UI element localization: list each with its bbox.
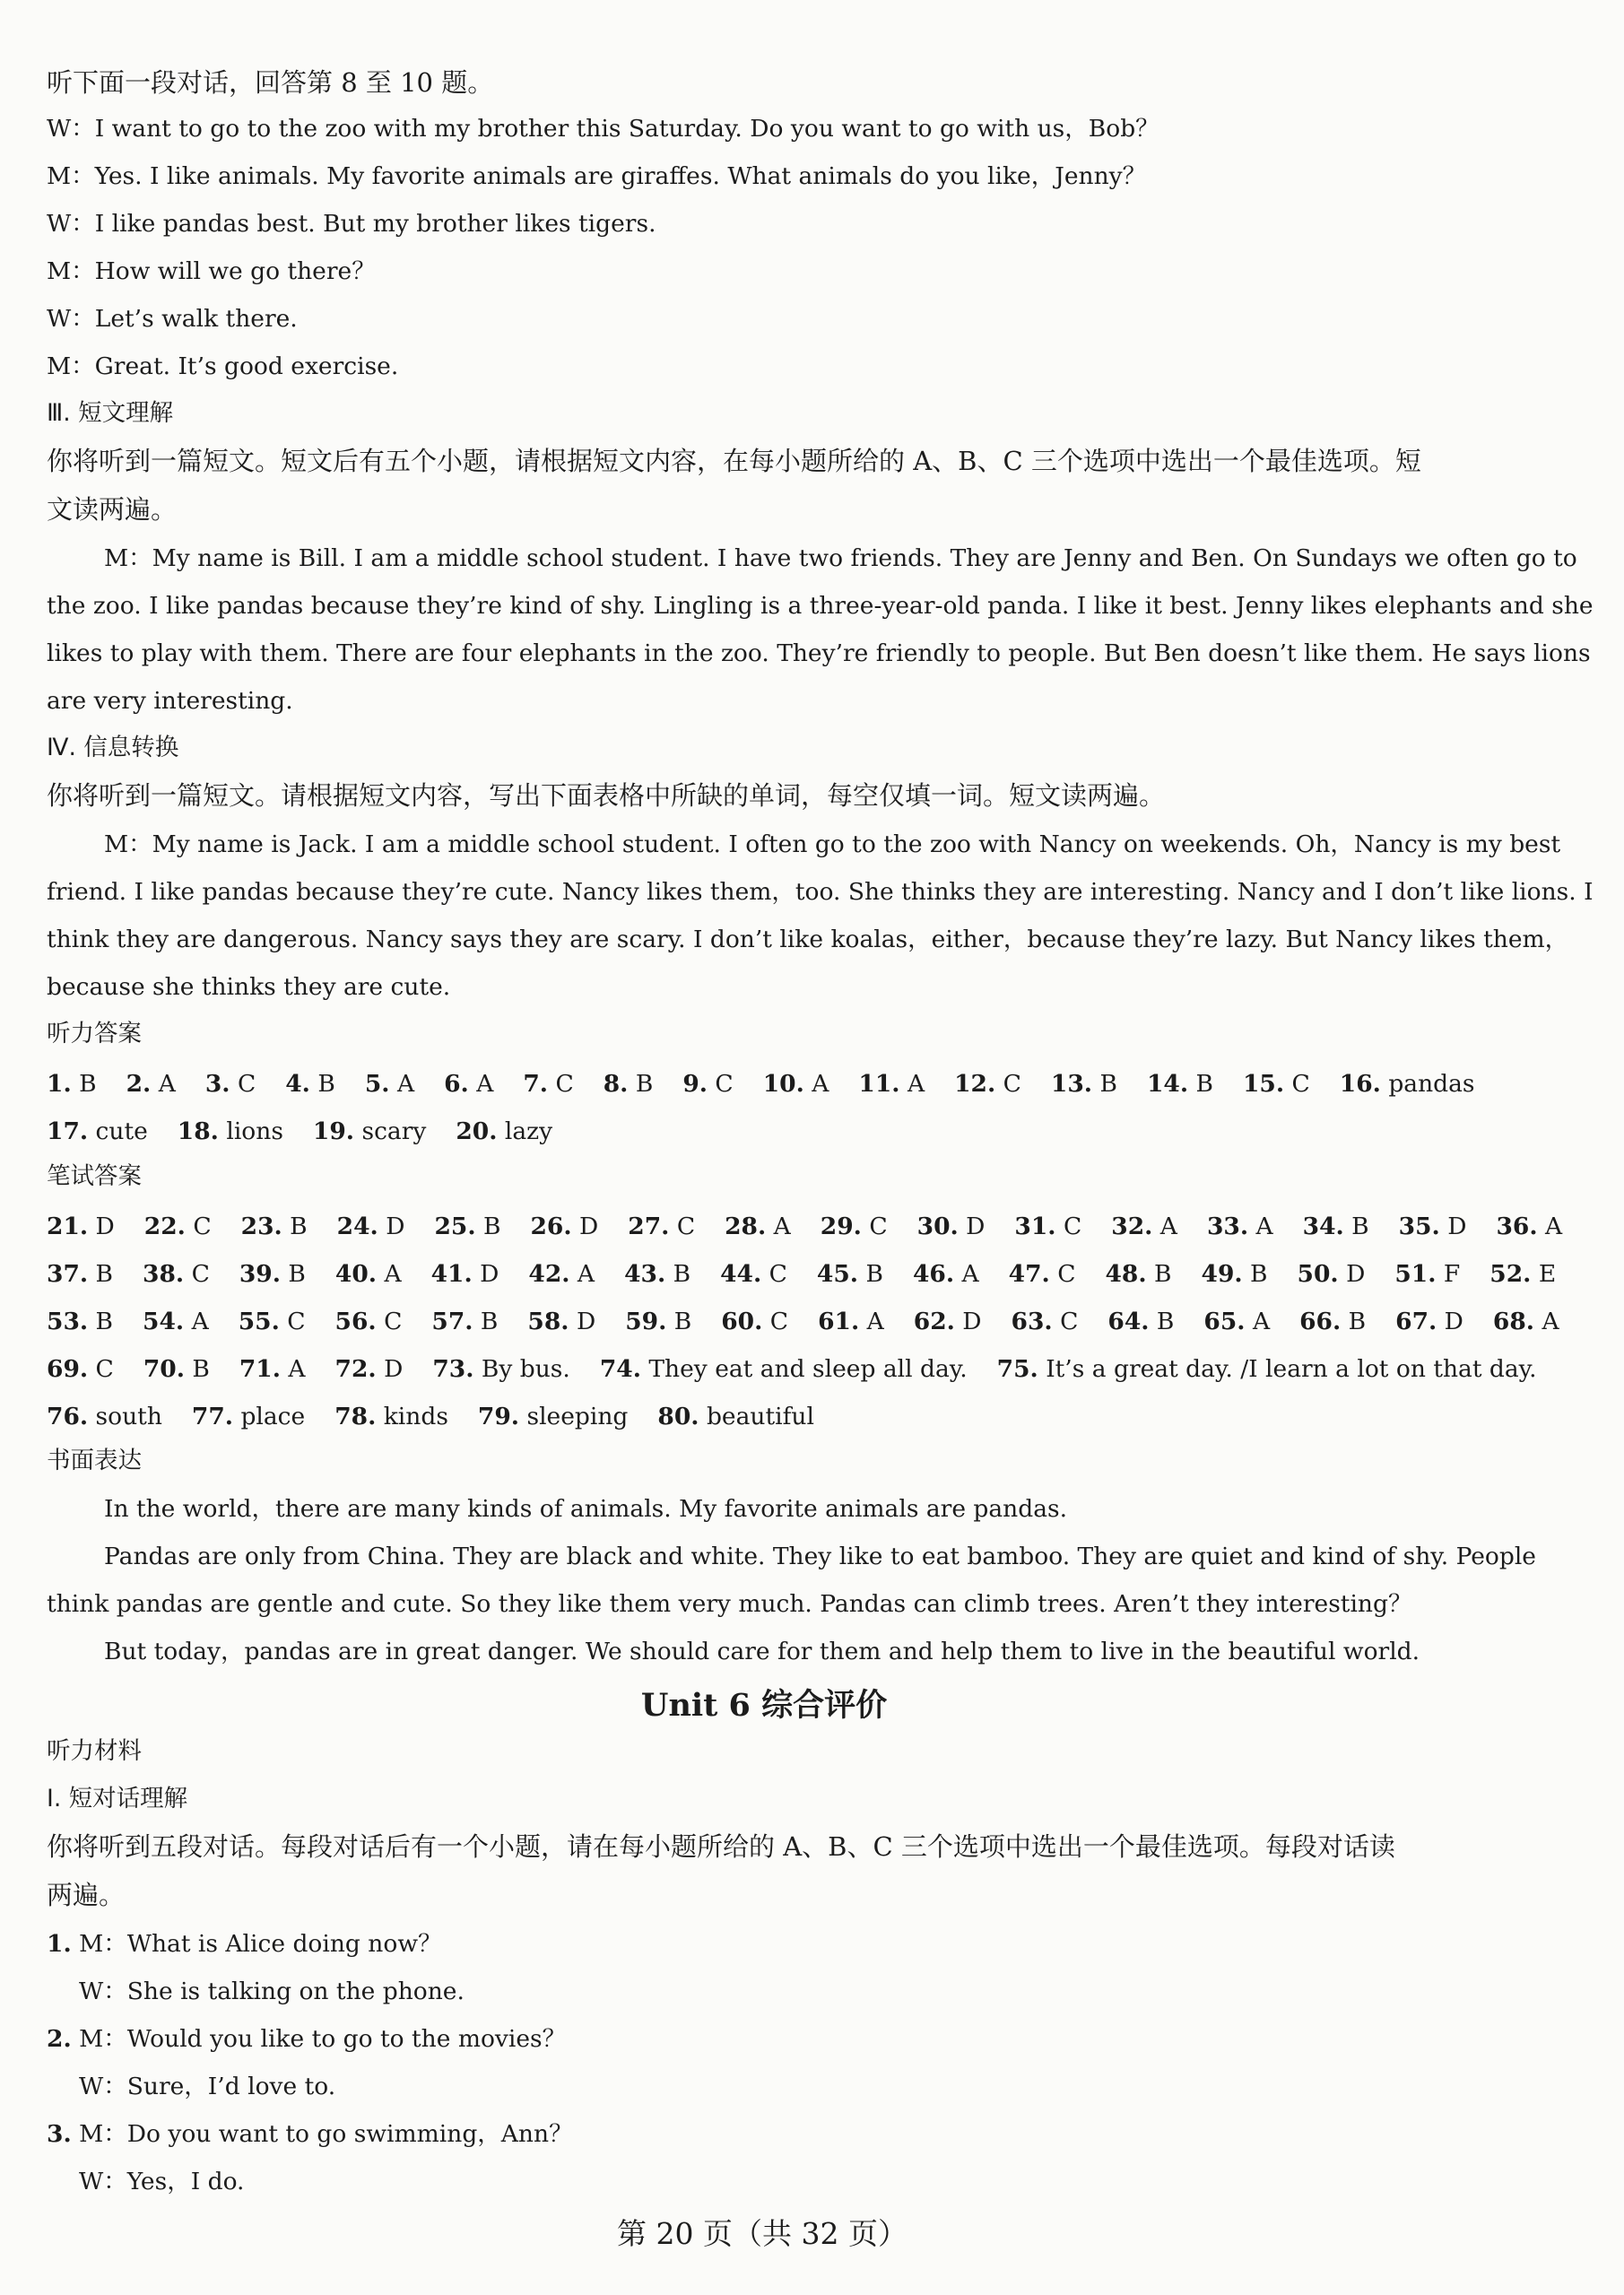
answer-row [47,1260,1585,1288]
answer-item [143,1308,209,1335]
question-number: 62. [913,1308,955,1335]
question-number: 18. [177,1117,219,1145]
question-number: 29. [820,1213,862,1240]
question-number: 60. [721,1308,763,1335]
answer-item [1496,1213,1562,1240]
answer-item [1298,1260,1366,1288]
answer-value: D [1444,1308,1463,1335]
answer-item [143,1355,210,1383]
answer-row [47,1355,1567,1383]
answer-item [335,1260,402,1288]
answer-value: place [240,1403,306,1430]
answer-value: C [1003,1070,1021,1098]
answer-value: scary [361,1117,427,1145]
essay-line: In the world，there are many kinds of animals. My favorite animals are pandas. [104,1495,1068,1523]
question-number: 58. [527,1308,569,1335]
answer-value: C [1063,1213,1082,1240]
question-number: 50. [1297,1260,1339,1288]
passage-line: likes to play with them. There are four elephants in the zoo. They’re friendly to people. But Ben doesn’t like them. He says lions [47,639,1591,667]
answer-value: A [961,1260,979,1288]
passage-line: because she thinks they are cute. [47,973,451,1001]
passage-line: M：My name is Jack. I am a middle school student. I often go to the zoo with Nancy on weekends. Oh，Nancy is my best [104,830,1561,858]
answer-value: C [769,1308,789,1335]
dialog-line: W：I like pandas best. But my brother likes tigers. [47,210,656,238]
answer-item [431,1260,499,1288]
written-answers-heading: 笔试答案 [47,1162,142,1190]
answer-item [432,1355,569,1383]
answer-item [1111,1213,1177,1240]
question-number: 54. [143,1308,185,1335]
question-number: 8. [603,1070,629,1098]
question-number: 17. [47,1117,89,1145]
answer-value: D [576,1308,596,1335]
question-number: 16. [1339,1070,1381,1098]
writing-heading: 书面表达 [47,1447,142,1474]
passage-line: M：My name is Bill. I am a middle school student. I have two friends. They are Jenny and Ben. On Sundays we often go to [104,544,1577,572]
answer-value: A [384,1260,402,1288]
dialog-question: 3. M：Do you want to go swimming，Ann？ [47,2120,573,2148]
question-number: 9. [682,1070,708,1098]
materials-heading: 听力材料 [47,1737,142,1765]
answer-value: D [386,1213,405,1240]
answer-value: kinds [383,1403,448,1430]
answer-value: B [673,1308,692,1335]
answer-item [431,1308,498,1335]
question-number: 26. [530,1213,572,1240]
question-number: 61. [818,1308,860,1335]
question-number: 53. [47,1308,89,1335]
answer-item [1009,1260,1076,1288]
question-number: 13. [1050,1070,1093,1098]
answer-value: It’s a great day. /I learn a lot on that day. [1046,1355,1537,1383]
question-number: 23. [240,1213,282,1240]
answer-item [1051,1070,1117,1098]
answer-value: A [191,1308,209,1335]
question-number: 80. [657,1403,699,1430]
section-instruction: 你将听到一篇短文。请根据短文内容，写出下面表格中所缺的单词，每空仅填一词。短文读两遍。 [47,780,1166,811]
question-number: 65. [1203,1308,1246,1335]
question-number: 22. [143,1213,186,1240]
question-number: 49. [1201,1260,1243,1288]
page-footer: 第 20 页（共 32 页） [617,2216,908,2251]
question-number: 42. [528,1260,570,1288]
answer-value: C [287,1308,306,1335]
question-number: 12. [954,1070,996,1098]
dialog-line: W：I want to go to the zoo with my brother this Saturday. Do you want to go with us，Bob？ [47,115,1159,143]
question-number: 7. [523,1070,548,1098]
question-number: 76. [47,1403,89,1430]
question-number: 38. [143,1260,185,1288]
answer-value: C [869,1213,888,1240]
answer-item [241,1213,308,1240]
answer-item [763,1070,829,1098]
answer-item [239,1308,306,1335]
dialog-line: M：How will we go there？ [47,257,376,285]
answer-value: C [237,1070,256,1098]
answer-item [1014,1213,1081,1240]
question-number: 3. [204,1070,230,1098]
question-number: 33. [1206,1213,1249,1240]
answer-value: A [1541,1308,1559,1335]
question-number: 31. [1014,1213,1056,1240]
question-number: 69. [47,1355,89,1383]
question-number: 73. [432,1355,474,1383]
answer-item [1493,1308,1559,1335]
answer-item [178,1117,283,1145]
answer-item [821,1213,888,1240]
answer-value: south [95,1403,162,1430]
listening-answers-heading: 听力答案 [47,1020,142,1048]
question-number: 68. [1492,1308,1535,1335]
question-number: 47. [1008,1260,1050,1288]
answer-item [47,1260,113,1288]
answer-value: lions [226,1117,283,1145]
answer-value: C [193,1213,212,1240]
answer-item [1340,1070,1475,1098]
question-number: 30. [916,1213,959,1240]
question-number: 39. [239,1260,281,1288]
essay-line: But today，pandas are in great danger. We should care for them and help them to live in the beautiful world. [104,1638,1420,1665]
answer-item [625,1308,691,1335]
answer-value: C [1057,1260,1076,1288]
answer-item [1207,1213,1273,1240]
answer-item [444,1070,493,1098]
answer-item [1243,1070,1310,1098]
answer-item [600,1355,968,1383]
dialog-response: W：Sure，I’d love to. [79,2073,336,2100]
answer-item [47,1355,114,1383]
question-number: 66. [1299,1308,1342,1335]
answer-value: B [317,1070,335,1098]
answer-item [334,1403,448,1430]
question-number: 5. [364,1070,390,1098]
question-number: 48. [1105,1260,1147,1288]
answer-row [47,1117,582,1145]
answer-item [528,1260,595,1288]
question-number: 36. [1496,1213,1538,1240]
answer-item [530,1213,598,1240]
answer-item [126,1070,176,1098]
question-number: 43. [624,1260,666,1288]
question-number: 45. [816,1260,859,1288]
question-number: 6. [444,1070,469,1098]
question-number: 40. [334,1260,377,1288]
answer-value: A [288,1355,306,1383]
question-number: 44. [720,1260,762,1288]
answer-value: A [866,1308,884,1335]
section-instruction: 你将听到五段对话。每段对话后有一个小题，请在每小题所给的 A、B、C 三个选项中选出一个最佳选项。每段对话读 [47,1831,1395,1862]
answer-value: A [577,1260,595,1288]
section-heading: Ⅲ. 短文理解 [47,399,174,427]
answer-value: D [962,1308,982,1335]
answer-item [1202,1260,1268,1288]
question-number: 32. [1111,1213,1153,1240]
question-number: 52. [1489,1260,1532,1288]
answer-item [604,1070,654,1098]
answer-value: D [579,1213,599,1240]
answer-value: D [1447,1213,1467,1240]
answer-item [1303,1213,1369,1240]
answer-value: B [290,1213,308,1240]
dialog-response: W：She is talking on the phone. [79,1978,465,2005]
question-number: 27. [628,1213,670,1240]
answer-value: B [1250,1260,1268,1288]
question-number: 63. [1011,1308,1053,1335]
question-number: 79. [477,1403,520,1430]
answer-item [720,1260,787,1288]
answer-value: B [95,1308,114,1335]
answer-item [285,1070,335,1098]
answer-item [478,1403,628,1430]
passage-line: think they are dangerous. Nancy says they are scary. I don’t like koalas，either，because they’re lazy. But Nancy likes them， [47,926,1569,953]
answer-value: A [907,1070,925,1098]
answer-item [239,1355,306,1383]
answer-value: D [966,1213,986,1240]
answer-value: A [1545,1213,1563,1240]
answer-item [725,1213,791,1240]
essay-line: Pandas are only from China. They are black and white. They like to eat bamboo. They are quiet and kind of shy. People [104,1543,1536,1570]
answer-value: By bus. [481,1355,570,1383]
answer-row [47,1213,1592,1240]
passage-line: are very interesting. [47,687,293,715]
question-number: 35. [1398,1213,1440,1240]
answer-item [47,1070,97,1098]
answer-item [335,1355,404,1383]
dialog-intro: 听下面一段对话，回答第 8 至 10 题。 [47,67,494,98]
answer-item [205,1070,256,1098]
answer-item [527,1308,595,1335]
question-number: 20. [456,1117,498,1145]
answer-item [337,1213,405,1240]
answer-item [682,1070,733,1098]
answer-value: cute [95,1117,148,1145]
answer-value: C [384,1308,403,1335]
question-number: 77. [191,1403,233,1430]
answer-item [523,1070,573,1098]
answer-value: C [769,1260,787,1288]
answer-value: E [1538,1260,1557,1288]
answer-value: A [1252,1308,1271,1335]
question-number: 64. [1107,1308,1150,1335]
section-heading: Ⅰ. 短对话理解 [47,1785,188,1813]
dialog-response: W：Yes，I do. [79,2168,245,2195]
answer-value: pandas [1388,1070,1475,1098]
answer-item [657,1403,814,1430]
answer-item [624,1260,690,1288]
question-number: 14. [1146,1070,1189,1098]
answer-value: D [1346,1260,1366,1288]
answer-row [47,1403,844,1430]
answer-item [456,1117,552,1145]
answer-value: B [483,1213,501,1240]
answer-value: D [480,1260,499,1288]
unit-title: Unit 6 综合评价 [640,1687,888,1724]
answer-item [434,1213,500,1240]
answer-value: B [192,1355,210,1383]
answer-item [914,1308,982,1335]
question-number: 55. [238,1308,280,1335]
section-instruction: 两遍。 [47,1880,126,1910]
answer-item [858,1070,925,1098]
question-number: 11. [858,1070,900,1098]
question-number: 15. [1242,1070,1285,1098]
question-number: 28. [725,1213,767,1240]
answer-value: C [95,1355,114,1383]
question-number: 75. [996,1355,1038,1383]
answer-value: C [1060,1308,1079,1335]
question-number: 41. [430,1260,473,1288]
question-number: 10. [762,1070,804,1098]
answer-item [1107,1308,1174,1335]
answer-item [47,1308,113,1335]
answer-item [143,1260,210,1288]
answer-item [47,1213,115,1240]
answer-value: B [635,1070,654,1098]
answer-value: C [555,1070,574,1098]
answer-item [47,1117,148,1145]
answer-item [1399,1213,1467,1240]
answer-value: beautiful [706,1403,814,1430]
question-number: 4. [285,1070,310,1098]
question-number: 19. [312,1117,355,1145]
question-number: 71. [239,1355,281,1383]
answer-value: C [715,1070,734,1098]
answer-value: B [1195,1070,1213,1098]
question-number: 72. [334,1355,377,1383]
question-number: 34. [1302,1213,1344,1240]
dialog-line: W：Let’s walk there. [47,305,298,333]
answer-value: A [158,1070,176,1098]
answer-item [628,1213,695,1240]
answer-item [192,1403,305,1430]
question-number: 51. [1394,1260,1437,1288]
answer-value: B [1156,1308,1175,1335]
question-number: 46. [912,1260,955,1288]
answer-item [818,1308,884,1335]
answer-item [335,1308,403,1335]
question-number: 56. [334,1308,377,1335]
answer-value: B [79,1070,97,1098]
answer-value: F [1443,1260,1461,1288]
answer-item [913,1260,979,1288]
question-number: 37. [47,1260,89,1288]
answer-item [239,1260,306,1288]
answer-value: B [95,1260,114,1288]
answer-item [365,1070,414,1098]
answer-value: C [676,1213,696,1240]
answer-value: A [1255,1213,1273,1240]
answer-value: B [673,1260,691,1288]
question-number: 74. [599,1355,641,1383]
answer-item [997,1355,1537,1383]
answer-value: A [1159,1213,1177,1240]
answer-value: C [191,1260,210,1288]
section-instruction: 文读两遍。 [47,494,178,525]
answer-item [144,1213,212,1240]
answer-item [917,1213,986,1240]
answer-item [817,1260,883,1288]
answer-item [1105,1260,1171,1288]
section-heading: Ⅳ. 信息转换 [47,734,179,761]
answer-row [47,1070,1505,1098]
passage-line: the zoo. I like pandas because they’re kind of shy. Lingling is a three-year-old panda. I like it best. Jenny likes elephants and she [47,592,1594,620]
answer-value: D [95,1213,115,1240]
question-number: 59. [625,1308,667,1335]
answer-item [313,1117,426,1145]
answer-value: A [812,1070,829,1098]
answer-item [1395,1308,1463,1335]
answer-value: sleeping [526,1403,629,1430]
answer-item [1489,1260,1556,1288]
question-number: 21. [47,1213,89,1240]
answer-value: They eat and sleep all day. [648,1355,968,1383]
question-number: 78. [334,1403,377,1430]
question-number: 70. [143,1355,185,1383]
answer-item [1012,1308,1079,1335]
answer-value: B [1099,1070,1117,1098]
dialog-line: M：Yes. I like animals. My favorite animals are giraffes. What animals do you like，Jenny？ [47,162,1147,190]
question-number: 24. [336,1213,378,1240]
answer-item [954,1070,1021,1098]
answer-value: B [1348,1308,1367,1335]
question-number: 2. [126,1070,152,1098]
essay-line: think pandas are gentle and cute. So they like them very much. Pandas can climb trees. Aren’t they interesting？ [47,1590,1412,1618]
answer-item [721,1308,788,1335]
answer-value: A [773,1213,791,1240]
answer-item [1147,1070,1213,1098]
question-number: 67. [1395,1308,1437,1335]
answer-value: B [288,1260,306,1288]
question-number: 1. [47,1070,72,1098]
answer-value: B [480,1308,499,1335]
answer-value: lazy [504,1117,553,1145]
answer-value: A [476,1070,494,1098]
answer-value: B [865,1260,883,1288]
dialog-question: 1. M：What is Alice doing now？ [47,1930,442,1958]
answer-item [1203,1308,1270,1335]
question-number: 57. [431,1308,473,1335]
answer-value: A [396,1070,415,1098]
dialog-question: 2. M：Would you like to go to the movies？ [47,2025,567,2053]
answer-value: B [1351,1213,1369,1240]
answer-value: C [1291,1070,1310,1098]
answer-row [47,1308,1589,1335]
answer-item [47,1403,162,1430]
question-number: 25. [434,1213,476,1240]
passage-line: friend. I like pandas because they’re cute. Nancy likes them，too. She thinks they are interesting. Nancy and I don’t like lions. I [47,878,1594,906]
section-instruction: 你将听到一篇短文。短文后有五个小题，请根据短文内容，在每小题所给的 A、B、C 三个选项中选出一个最佳选项。短 [47,446,1421,476]
answer-value: D [384,1355,404,1383]
answer-item [1299,1308,1366,1335]
answer-item [1394,1260,1460,1288]
dialog-line: M：Great. It’s good exercise. [47,352,399,380]
answer-value: B [1154,1260,1172,1288]
